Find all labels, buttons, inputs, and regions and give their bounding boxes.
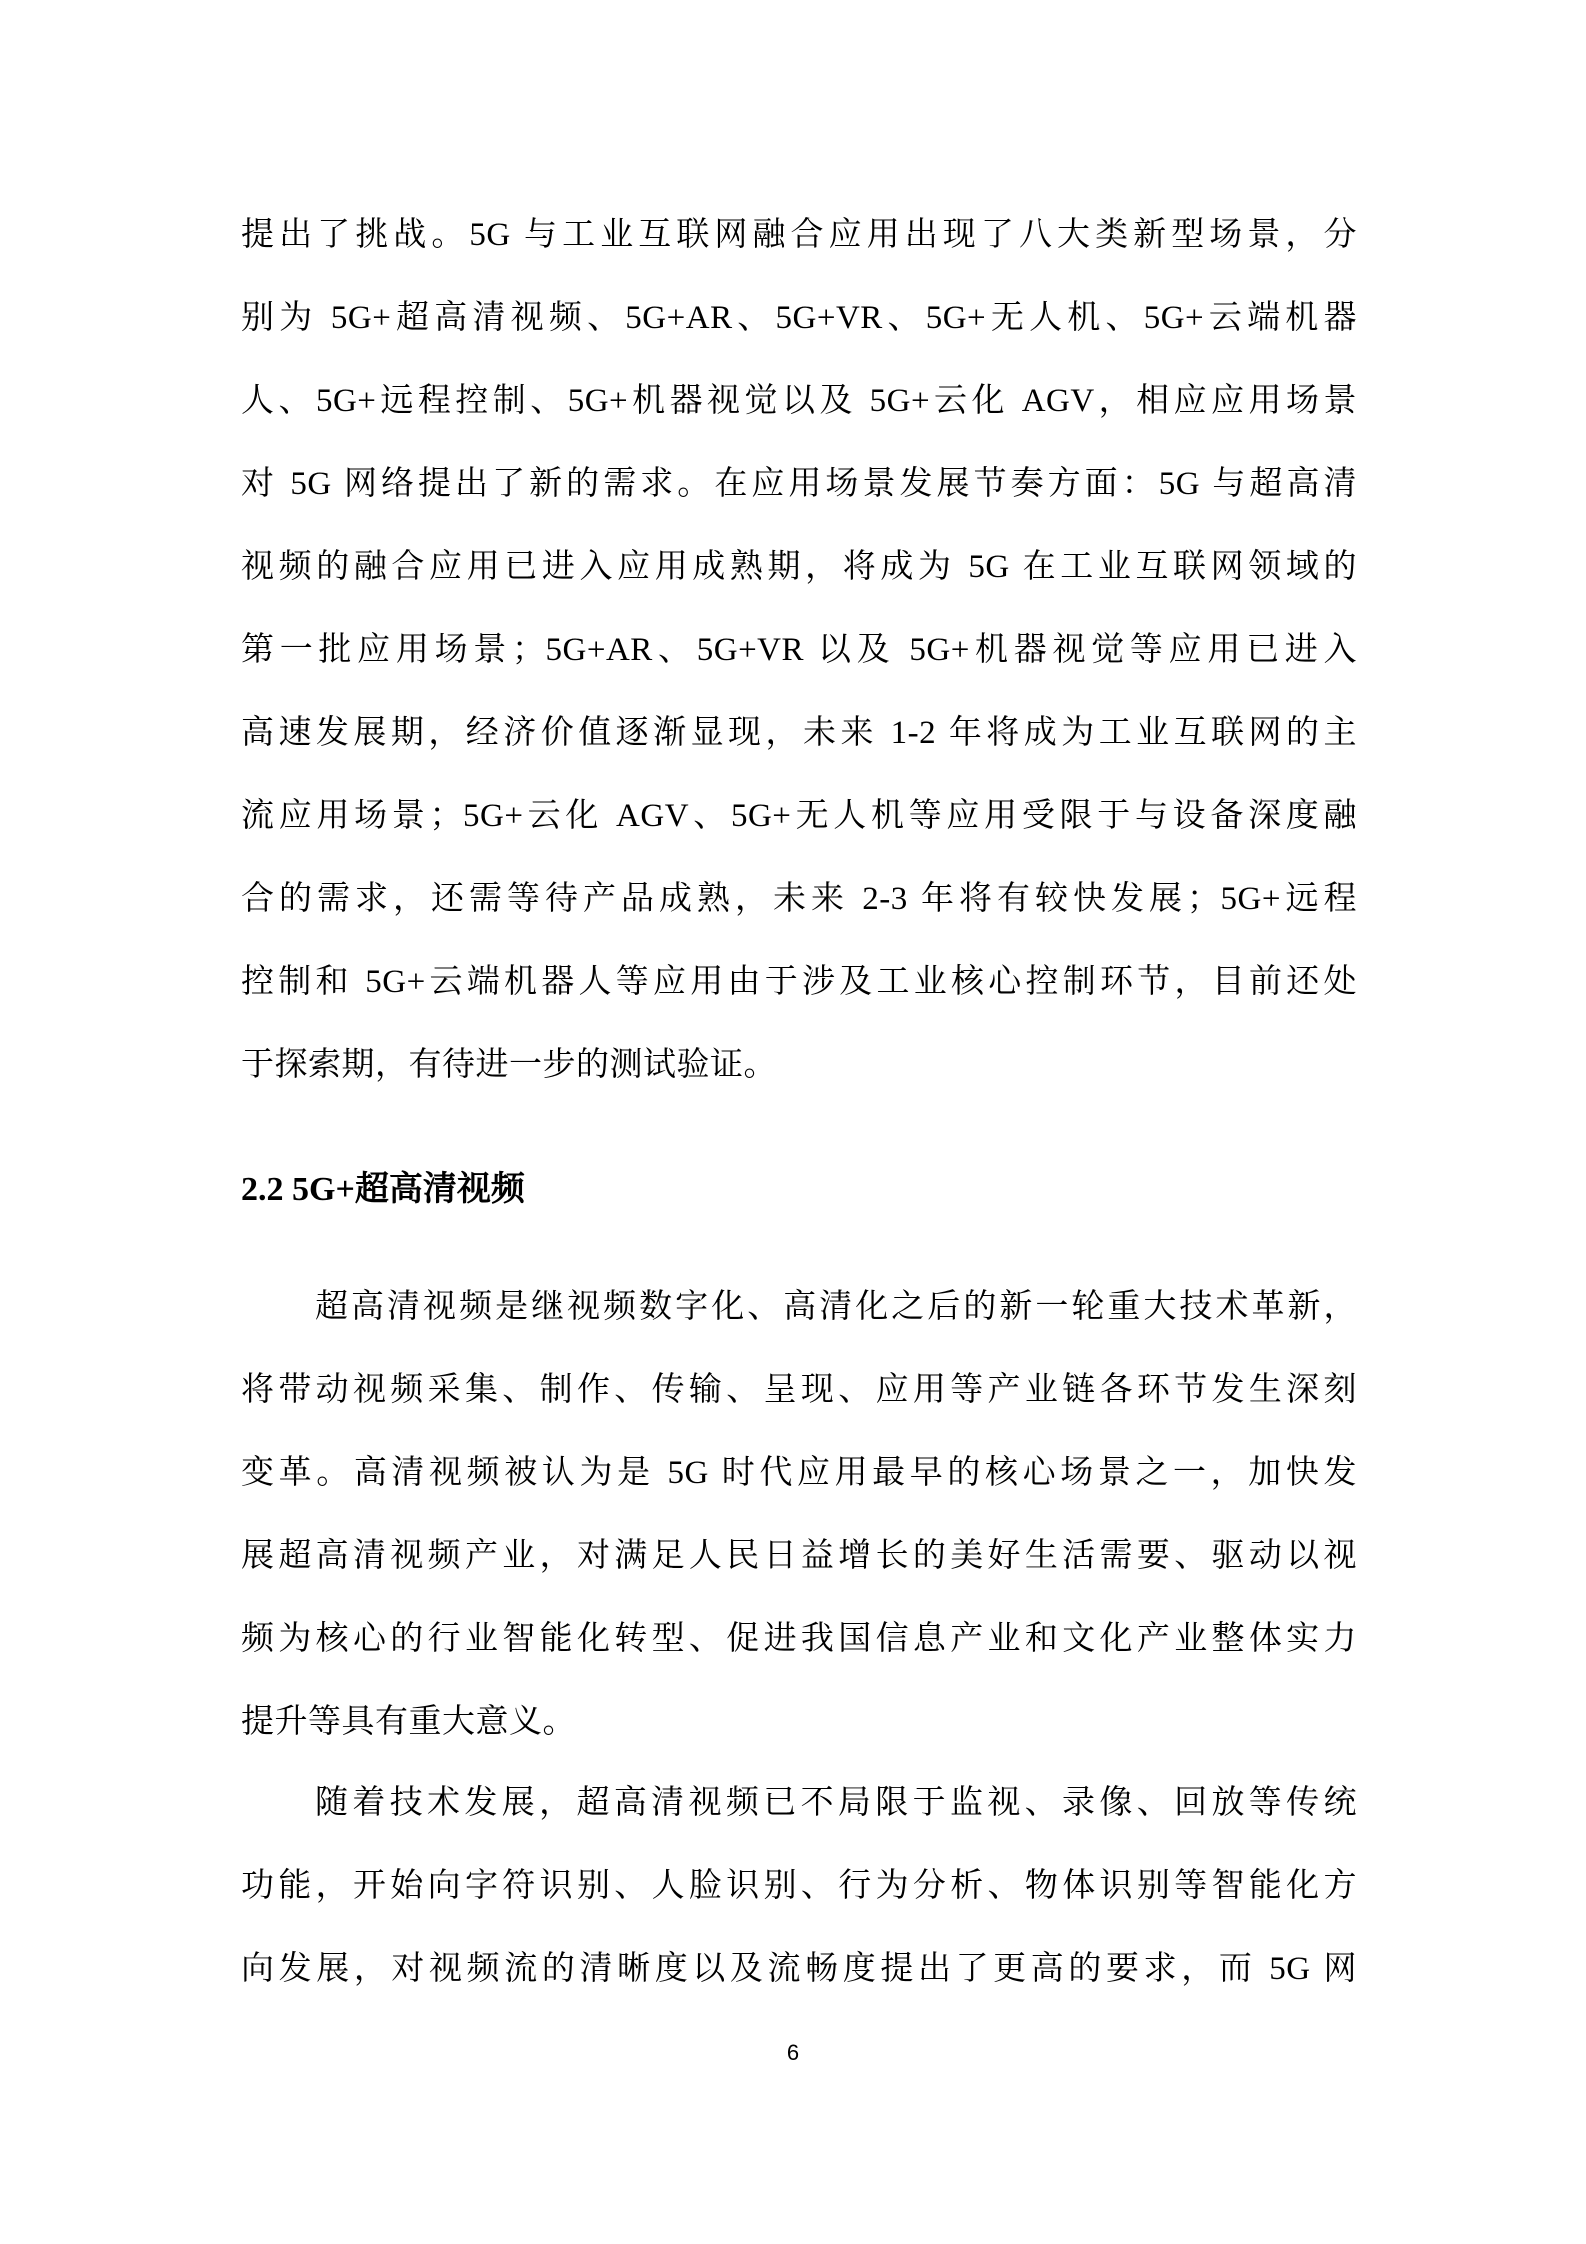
text-line: 流应用场景；5G+云化 AGV、5G+无人机等应用受限于与设备深度融 [241, 798, 1357, 834]
text-line: 高速发展期，经济价值逐渐显现，未来 1-2 年将成为工业互联网的主 [241, 715, 1357, 751]
text-line: 人、5G+远程控制、5G+机器视觉以及 5G+云化 AGV，相应应用场景 [241, 383, 1357, 419]
paragraph-1 [241, 1266, 1357, 1764]
paragraph-2 [241, 1762, 1357, 2011]
paragraph-continued [241, 194, 1357, 1107]
text-line: 视频的融合应用已进入应用成熟期，将成为 5G 在工业互联网领域的 [241, 549, 1357, 585]
text-line: 提升等具有重大意义。 [241, 1704, 576, 1740]
text-line: 随着技术发展，超高清视频已不局限于监视、录像、回放等传统 [315, 1785, 1357, 1821]
text-line: 向发展，对视频流的清晰度以及流畅度提出了更高的要求，而 5G 网 [241, 1951, 1357, 1987]
page-number: 6 [786, 2040, 800, 2065]
text-line: 功能，开始向字符识别、人脸识别、行为分析、物体识别等智能化方 [241, 1868, 1357, 1904]
text-line: 展超高清视频产业，对满足人民日益增长的美好生活需要、驱动以视 [241, 1538, 1357, 1574]
text-line: 将带动视频采集、制作、传输、呈现、应用等产业链各环节发生深刻 [241, 1372, 1357, 1408]
text-line: 频为核心的行业智能化转型、促进我国信息产业和文化产业整体实力 [241, 1621, 1357, 1657]
text-line: 超高清视频是继视频数字化、高清化之后的新一轮重大技术革新， [315, 1289, 1357, 1325]
text-line: 第一批应用场景；5G+AR、5G+VR 以及 5G+机器视觉等应用已进入 [241, 632, 1357, 668]
text-line: 别为 5G+超高清视频、5G+AR、5G+VR、5G+无人机、5G+云端机器 [241, 300, 1357, 336]
text-line: 于探索期，有待进一步的测试验证。 [241, 1047, 777, 1083]
text-line: 控制和 5G+云端机器人等应用由于涉及工业核心控制环节，目前还处 [241, 964, 1357, 1000]
text-line: 变革。高清视频被认为是 5G 时代应用最早的核心场景之一，加快发 [241, 1455, 1357, 1491]
section-heading: 2.2 5G+超高清视频 [241, 1171, 525, 1208]
text-line: 合的需求，还需等待产品成熟，未来 2-3 年将有较快发展；5G+远程 [241, 881, 1357, 917]
text-line: 对 5G 网络提出了新的需求。在应用场景发展节奏方面：5G 与超高清 [241, 466, 1357, 502]
text-line: 提出了挑战。5G 与工业互联网融合应用出现了八大类新型场景，分 [241, 217, 1357, 253]
